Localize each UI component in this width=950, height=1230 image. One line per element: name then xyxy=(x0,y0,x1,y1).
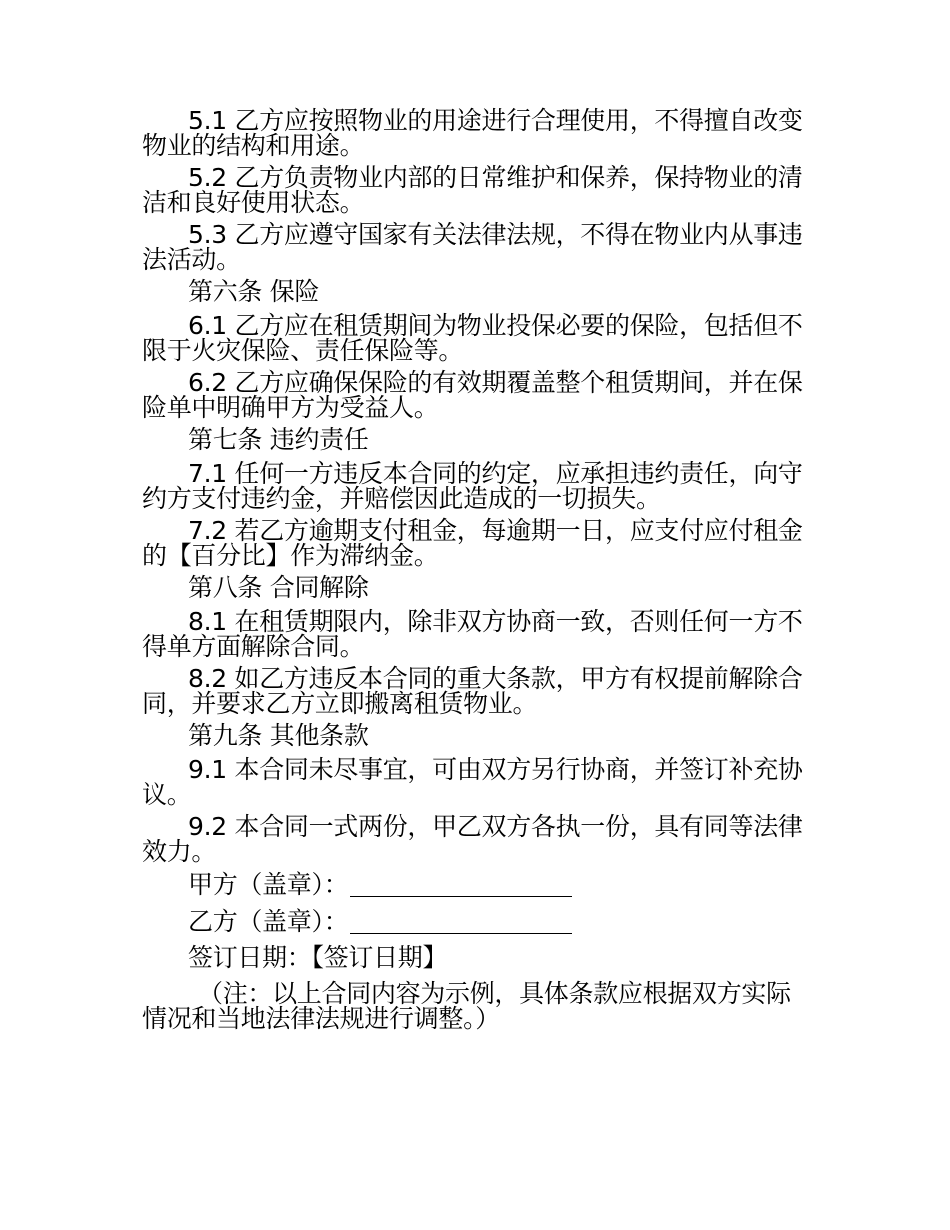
clause-6-2: 6.2 乙方应确保保险的有效期覆盖整个租赁期间，并在保险单中明确甲方为受益人。 xyxy=(142,368,803,422)
article-6-heading: 第六条 保险 xyxy=(188,277,320,306)
article-9-heading: 第九条 其他条款 xyxy=(188,721,369,750)
article-8-heading: 第八条 合同解除 xyxy=(188,573,369,602)
signing-date-label: 签订日期：【签订日期】 xyxy=(188,943,448,972)
party-b-label: 乙方（盖章）： xyxy=(188,907,349,936)
clause-8-1: 8.1 在租赁期限内，除非双方协商一致，否则任何一方不得单方面解除合同。 xyxy=(142,607,803,661)
clause-9-2: 9.2 本合同一式两份，甲乙双方各执一份，具有同等法律效力。 xyxy=(142,812,803,866)
party-a-signature-line xyxy=(142,871,812,897)
clause-9-1: 9.1 本合同未尽事宜，可由双方另行协商，并签订补充协议。 xyxy=(142,755,803,809)
document-body xyxy=(142,108,812,1031)
clause-5-2: 5.2 乙方负责物业内部的日常维护和保养，保持物业的清洁和良好使用状态。 xyxy=(142,163,803,217)
party-b-signature-line xyxy=(142,908,812,934)
article-7-heading: 第七条 违约责任 xyxy=(188,425,369,454)
clause-7-2: 7.2 若乙方逾期支付租金，每逾期一日，应支付应付租金的【百分比】作为滞纳金。 xyxy=(142,516,803,570)
clause-5-1: 5.1 乙方应按照物业的用途进行合理使用，不得擅自改变物业的结构和用途。 xyxy=(142,106,803,160)
signing-date-line xyxy=(142,945,812,970)
disclaimer-note: （注：以上合同内容为示例，具体条款应根据双方实际情况和当地法律法规进行调整。） xyxy=(142,979,791,1033)
party-a-label: 甲方（盖章）： xyxy=(188,870,349,899)
clause-6-1: 6.1 乙方应在租赁期间为物业投保必要的保险，包括但不限于火灾保险、责任保险等。 xyxy=(142,311,803,365)
clause-8-2: 8.2 如乙方违反本合同的重大条款，甲方有权提前解除合同，并要求乙方立即搬离租赁物业。 xyxy=(142,664,803,718)
party-a-signature-blank xyxy=(350,871,572,897)
clause-7-1: 7.1 任何一方违反本合同的约定，应承担违约责任，向守约方支付违约金，并赔偿因此造成的一切损失。 xyxy=(142,459,803,513)
party-b-signature-blank xyxy=(350,908,572,934)
clause-5-3: 5.3 乙方应遵守国家有关法律法规，不得在物业内从事违法活动。 xyxy=(142,220,803,274)
